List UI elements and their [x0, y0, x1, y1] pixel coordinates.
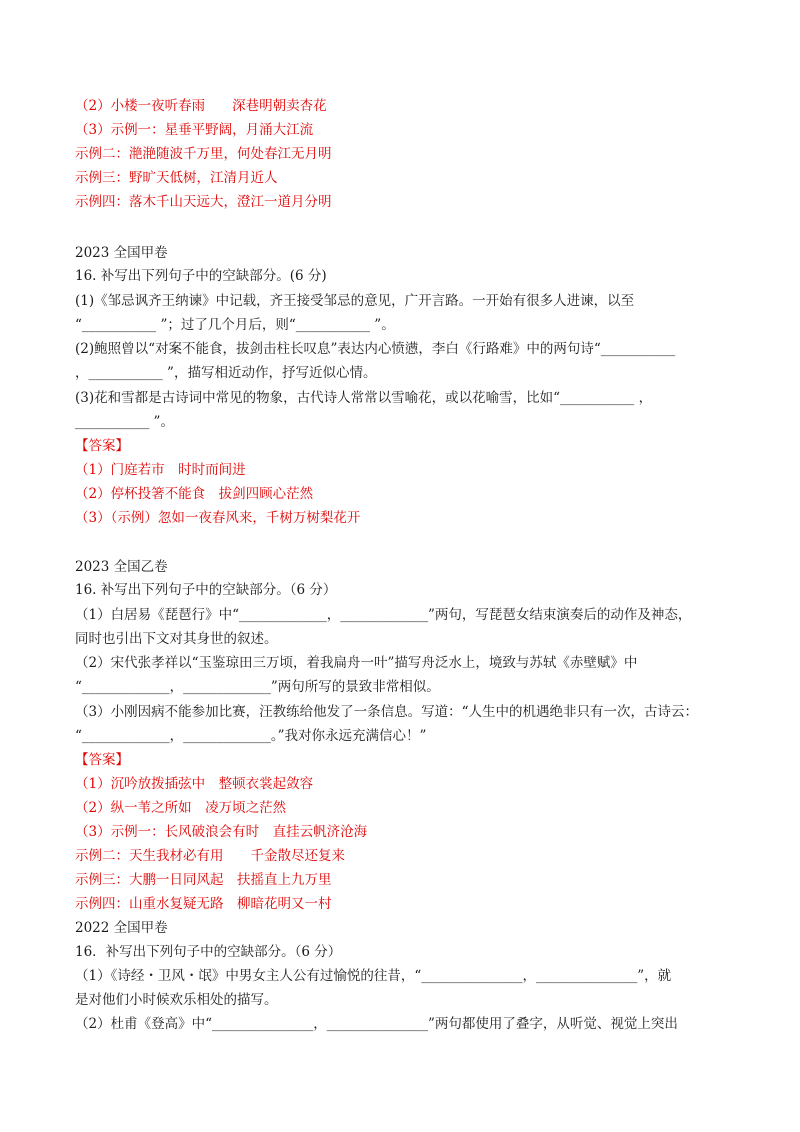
question-text: ___________ ”。	[75, 414, 174, 430]
answer-line: （3）（示例）忽如一夜春风来，千树万树梨花开	[75, 510, 361, 526]
question-text: “_____________，_____________”两句所写的景致非常相似。	[75, 679, 440, 695]
section-title: 2023 全国乙卷	[75, 559, 168, 575]
answer-line: 示例四：山重水复疑无路 柳暗花明又一村	[75, 896, 332, 912]
answer-line: （2）停杯投箸不能食 拔剑四顾心茫然	[75, 486, 314, 502]
answer-line: （3）示例一：星垂平野阔，月涌大江流	[75, 122, 314, 138]
question-text: ，___________ ”，描写相近动作，抒写近似心情。	[75, 365, 377, 381]
question-text: “_____________，_____________。”我对你永远充满信心！”	[75, 728, 427, 744]
answer-line: （2）小楼一夜听春雨 深巷明朝卖杏花	[75, 98, 327, 114]
answer-line: 示例三：野旷天低树，江清月近人	[75, 170, 278, 186]
question-text: 同时也引出下文对其身世的叙述。	[75, 631, 278, 647]
question-heading: 16. 补写出下列句子中的空缺部分。（6 分）	[75, 582, 337, 598]
question-text: (1)《邹忌讽齐王纳谏》中记载，齐王接受邹忌的意见，广开言路。一开始有很多人进谏，以至	[75, 293, 635, 309]
section-title: 2023 全国甲卷	[75, 245, 168, 261]
answer-line: 示例四：落木千山天远大，澄江一道月分明	[75, 194, 332, 210]
question-text: （1）白居易《琵琶行》中“_____________，_____________”两句，写琵琶女结束演奏后的动作及神态，	[75, 607, 692, 623]
question-text: （2）宋代张孝祥以“玉鉴琼田三万顷，着我扁舟一叶”描写舟泛水上，境致与苏轼《赤壁赋》中	[75, 655, 638, 671]
answer-line: 示例二：滟滟随波千万里，何处春江无月明	[75, 146, 332, 162]
answer-line: 示例三：大鹏一日同风起 扶摇直上九万里	[75, 872, 332, 888]
answer-line: （1）沉吟放拨插弦中 整顿衣裳起敛容	[75, 776, 314, 792]
question-heading: 16．补写出下列句子中的空缺部分。（6 分）	[75, 944, 342, 960]
question-text: (2)鲍照曾以“对案不能食，拔剑击柱长叹息”表达内心愤懑，李白《行路难》中的两句诗“___________	[75, 341, 676, 357]
answer-label: 【答案】	[75, 752, 129, 768]
question-text: 是对他们小时候欢乐相处的描写。	[75, 992, 278, 1008]
question-text: （1）《诗经・卫风・氓》中男女主人公有过愉悦的往昔，“_______________，_______________”，就	[75, 968, 672, 984]
answer-line: （2）纵一苇之所如 凌万顷之茫然	[75, 800, 287, 816]
answer-line: 示例二：天生我材必有用 千金散尽还复来	[75, 848, 345, 864]
answer-line: （1）门庭若市 时时而间进	[75, 462, 246, 478]
section-title: 2022 全国甲卷	[75, 920, 168, 936]
question-heading: 16. 补写出下列句子中的空缺部分。(6 分)	[75, 268, 327, 284]
question-text: （2）杜甫《登高》中“_______________，_______________”两句都使用了叠字，从听觉、视觉上突出	[75, 1016, 678, 1032]
question-text: （3）小刚因病不能参加比赛，汪教练给他发了一条信息。写道：“人生中的机遇绝非只有一次，古诗云：	[75, 704, 698, 720]
answer-label: 【答案】	[75, 438, 129, 454]
question-text: (3)花和雪都是古诗词中常见的物象，古代诗人常常以雪喻花，或以花喻雪，比如“___________ ，	[75, 390, 653, 406]
answer-line: （3）示例一：长风破浪会有时 直挂云帆济沧海	[75, 824, 368, 840]
question-text: “___________ ”；过了几个月后，则“___________ ”。	[75, 317, 395, 333]
